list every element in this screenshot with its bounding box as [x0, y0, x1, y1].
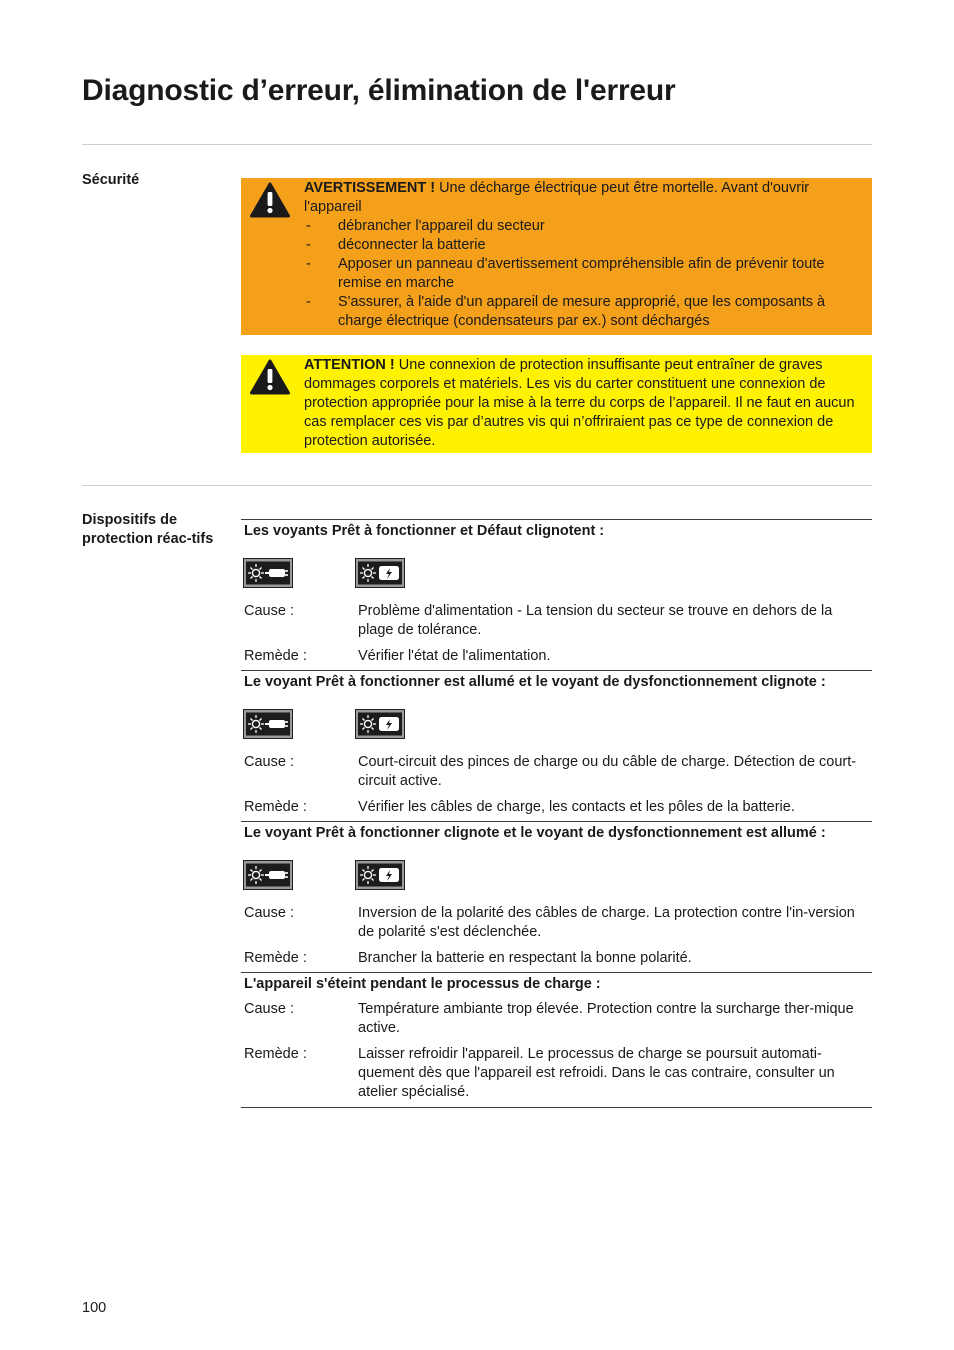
- warning-text: [304, 179, 868, 331]
- warning-lead: AVERTISSEMENT !: [304, 180, 436, 196]
- section-divider: [82, 485, 872, 486]
- fault-section: [241, 972, 872, 1108]
- fault-table: [241, 519, 872, 1108]
- section-divider: [82, 144, 872, 145]
- warning-intro: Une décharge électrique peut être mortelle. Avant d'ouvrir l'appareil: [304, 180, 810, 215]
- attention-text: [304, 356, 868, 451]
- fault-led-icon: [355, 558, 405, 588]
- warning-item: - déconnecter la batterie: [306, 237, 486, 253]
- cause-row: Cause : Court-circuit des pinces de charge ou du câble de charge. Détection de court-circuit active.: [244, 754, 857, 789]
- fault-heading: Les voyants Prêt à fonctionner et Défaut clignotent :: [244, 523, 605, 539]
- fault-section: [241, 519, 872, 670]
- cause-row: Cause : Inversion de la polarité des câbles de charge. La protection contre l'in-version de polarité s'est déclenchée.: [244, 905, 855, 940]
- ready-led-icon: [243, 860, 293, 890]
- page-title: Diagnostic d’erreur, élimination de l'erreur: [82, 74, 676, 107]
- fault-section: [241, 670, 872, 821]
- warning-item: - S'assurer, à l'aide d'un appareil de mesure approprié, que les composants à charge électrique (condensateurs par ex.) sont déchargés: [306, 294, 826, 329]
- fault-heading: Le voyant Prêt à fonctionner clignote et le voyant de dysfonctionnement est allumé :: [244, 825, 826, 841]
- attention-lead: ATTENTION !: [304, 357, 395, 373]
- warning-triangle-icon: [250, 182, 290, 218]
- section-label-securite: Sécurité: [82, 172, 140, 188]
- ready-led-icon: [243, 558, 293, 588]
- led-indicators: [241, 692, 872, 741]
- page-number: 100: [82, 1300, 107, 1316]
- fault-heading: Le voyant Prêt à fonctionner est allumé et le voyant de dysfonctionnement clignote :: [244, 674, 826, 690]
- attention-triangle-icon: [250, 359, 290, 395]
- attention-body: Une connexion de protection insuffisante peut entraîner de graves dommages corporels et matériels. Les vis du carter constituent une connexion de protection appropriée pour la mise à la terre du corps de l’appareil. Il ne faut en aucun cas remplacer ces vis par d’autres vis qui n’offriraient pas ce type de connexion de protection autorisée.: [304, 357, 855, 449]
- cause-row: Cause : Problème d'alimentation - La tension du secteur se trouve en dehors de la plage de tolérance.: [244, 603, 833, 638]
- warning-item: - débrancher l'appareil du secteur: [306, 218, 545, 234]
- led-indicators: [241, 843, 872, 892]
- led-indicators: [241, 541, 872, 590]
- remedy-row: Remède : Laisser refroidir l'appareil. Le processus de charge se poursuit automati-quement dès que l'appareil est refroidi. Dans le cas contraire, consulter un atelier spécialisé.: [244, 1046, 835, 1100]
- cause-row: Cause : Température ambiante trop élevée. Protection contre la surcharge ther-mique active.: [244, 1001, 854, 1036]
- warning-box: [241, 178, 872, 335]
- fault-led-icon: [355, 709, 405, 739]
- fault-section: [241, 821, 872, 972]
- remedy-row: Remède : Vérifier les câbles de charge, les contacts et les pôles de la batterie.: [244, 799, 795, 815]
- remedy-row: Remède : Vérifier l'état de l'alimentation.: [244, 648, 551, 664]
- fault-led-icon: [355, 860, 405, 890]
- remedy-row: Remède : Brancher la batterie en respectant la bonne polarité.: [244, 950, 692, 966]
- attention-box: [241, 355, 872, 453]
- fault-heading: L'appareil s'éteint pendant le processus de charge :: [244, 976, 601, 992]
- ready-led-icon: [243, 709, 293, 739]
- section-label-dispositifs: Dispositifs de protection réac-tifs: [82, 512, 214, 547]
- warning-item: - Apposer un panneau d'avertissement compréhensible afin de prévenir toute remise en marche: [306, 256, 825, 291]
